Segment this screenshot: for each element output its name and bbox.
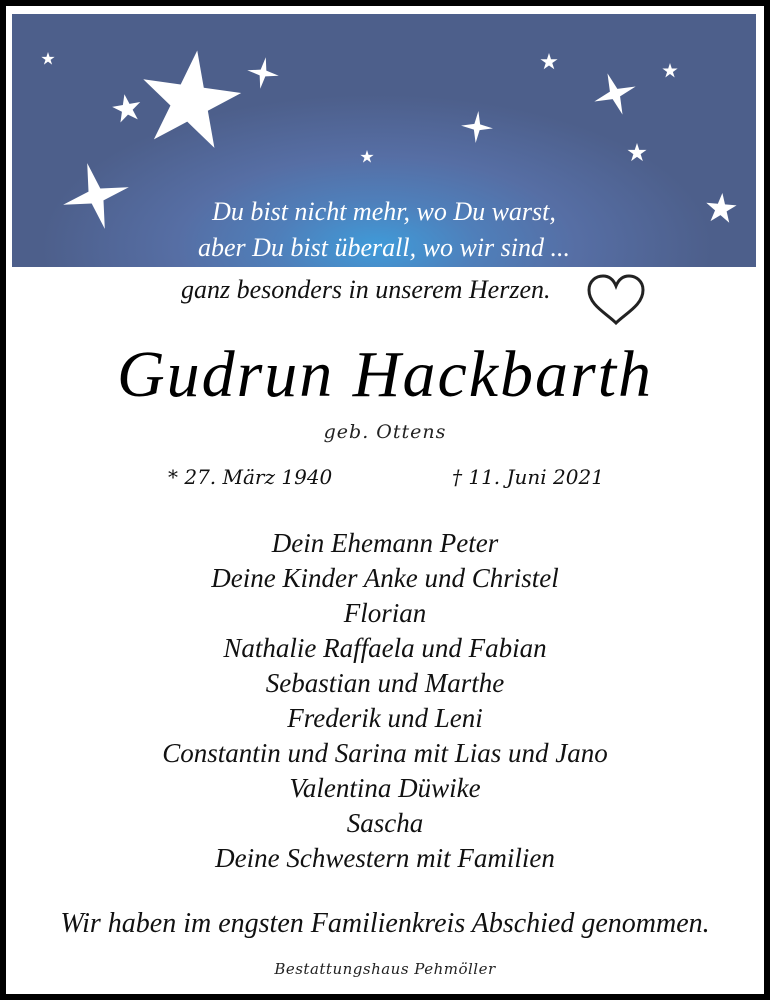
funeral-home: Bestattungshaus Pehmöller (274, 960, 496, 978)
star-icon (587, 66, 643, 122)
star-icon (41, 52, 54, 65)
mourner-line: Nathalie Raffaela und Fabian (223, 633, 547, 663)
mourner-line: Deine Kinder Anke und Christel (211, 563, 559, 593)
maiden-name: geb. Ottens (323, 421, 447, 443)
mourner-line: Sebastian und Marthe (265, 668, 505, 698)
star-icon (540, 53, 557, 69)
subheading: ganz besonders in unserem Herzen. (181, 275, 551, 304)
birth-date: * 27. März 1940 (168, 465, 333, 489)
mourner-line: Dein Ehemann Peter (271, 528, 499, 558)
star-icon (627, 143, 646, 161)
memorial-quote (12, 194, 756, 266)
mourner-line: Constantin und Sarina mit Lias und Jano (162, 738, 608, 768)
mourner-line: Valentina Düwike (289, 773, 481, 803)
star-icon (110, 92, 143, 124)
starry-banner (12, 14, 756, 267)
mourner-line: Deine Schwestern mit Familien (215, 843, 555, 873)
star-icon (244, 54, 281, 91)
mourner-line: Frederik und Leni (287, 703, 483, 733)
star-icon (460, 110, 495, 145)
mourner-line: Florian (343, 598, 427, 628)
death-date: † 11. Juni 2021 (452, 465, 604, 489)
quote-line-1: Du bist nicht mehr, wo Du warst, (212, 197, 556, 226)
quote-line-2: aber Du bist überall, wo wir sind ... (198, 233, 570, 262)
mourner-line: Sascha (346, 808, 424, 838)
star-icon (360, 150, 373, 163)
mourners-list (0, 526, 770, 876)
heart-outline-icon (584, 273, 648, 327)
star-icon (135, 44, 246, 151)
deceased-name: Gudrun Hackbarth (116, 338, 654, 411)
star-icon (662, 63, 677, 77)
closing-statement: Wir haben im engsten Familienkreis Abschied genommen. (60, 908, 710, 939)
